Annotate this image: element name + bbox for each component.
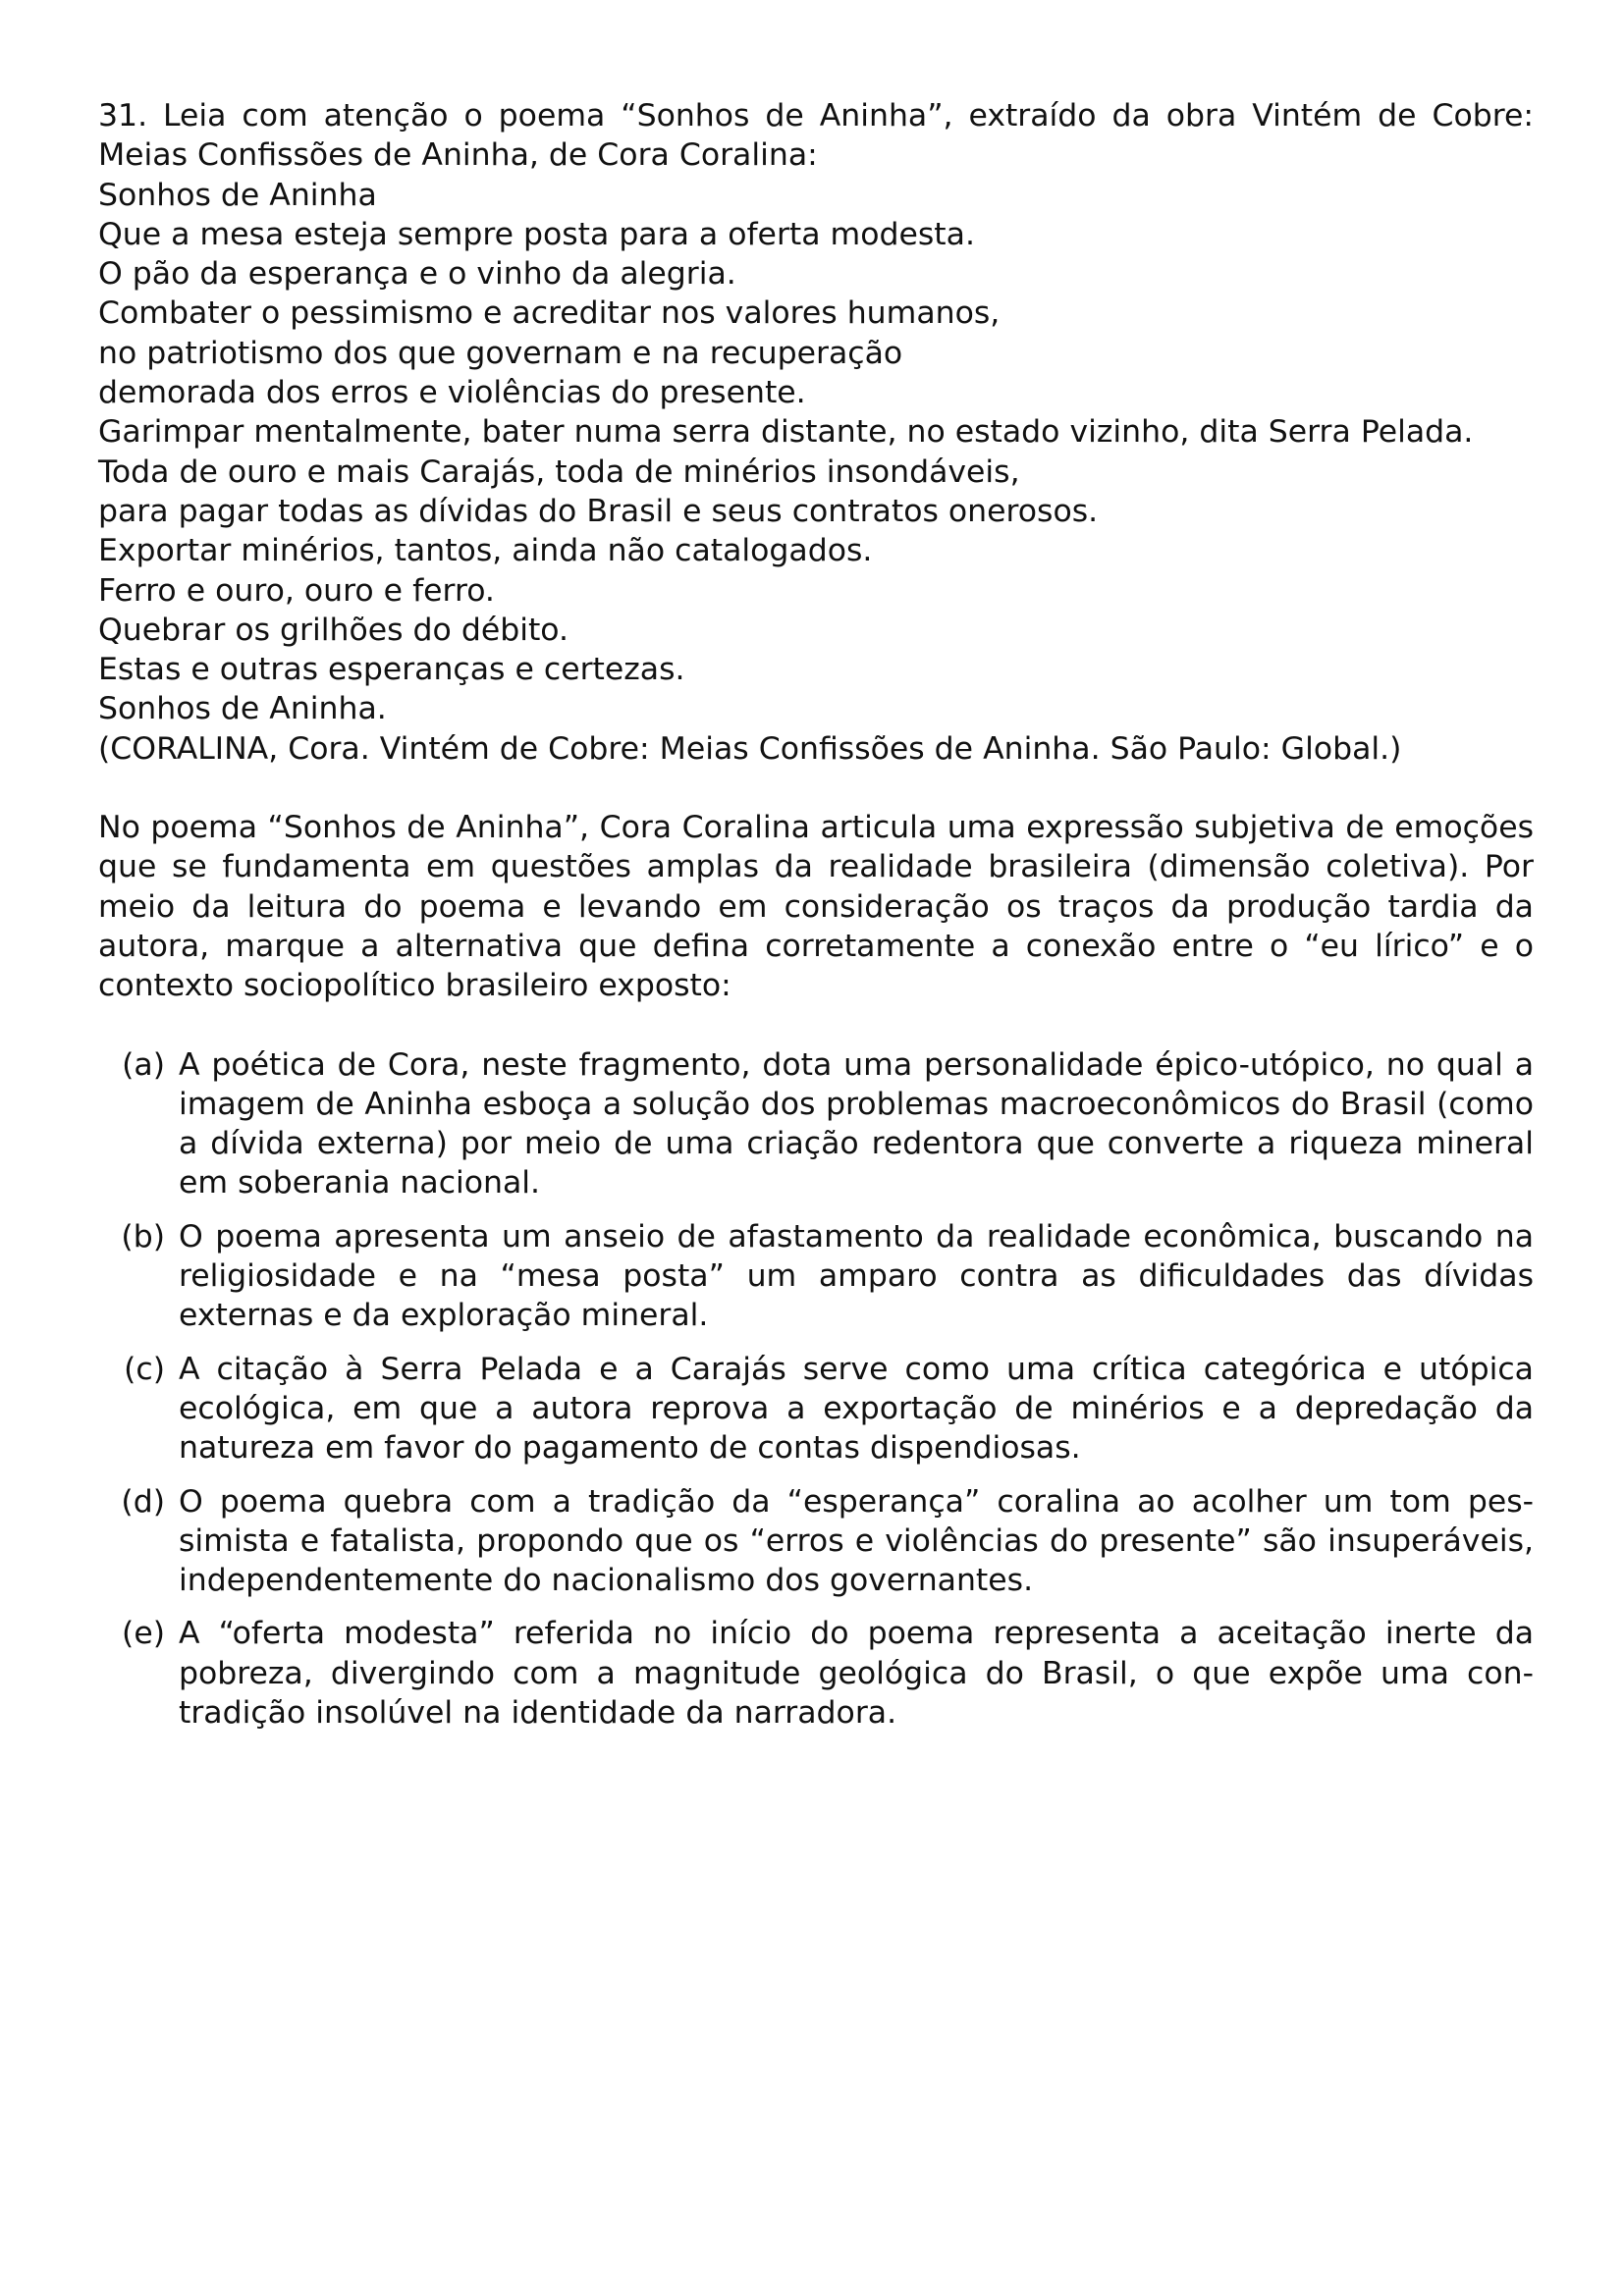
question-prompt: No poema “Sonhos de Aninha”, Cora Coralina articula uma expressão subjetiva de emoções que se fundamenta em questões amplas da realidade brasileira (dimensão coletiva). Por meio da leitura do poema e levando em consideração os traços da produção tardia da autora, marque a alternativa que defina corretamente a conexão entre o “eu lírico” e o contexto sociopolítico brasileiro exposto: <box>98 810 1534 1004</box>
option-b[interactable] <box>98 1217 1534 1336</box>
option-text: A poética de Cora, neste fragmento, dota uma personalidade épico-utópico, no qual a imagem de Aninha esboça a solução dos problemas macroeconômicos do Brasil (como a dívida externa) por meio de uma criação redentora que converte a riqueza mineral em soberania nacional. <box>179 1046 1534 1201</box>
option-label: (e) <box>122 1616 165 1652</box>
poem-line: demorada dos erros e violências do presente. <box>98 375 806 411</box>
poem-line: Toda de ouro e mais Carajás, toda de minérios insondáveis, <box>98 454 1020 490</box>
poem-line: Quebrar os grilhões do débito. <box>98 612 569 648</box>
poem-line: no patriotismo dos que governam e na recuperação <box>98 335 903 371</box>
question-intro-line-1: 31. Leia com atenção o poema “Sonhos de Aninha”, extraído da obra Vintém de Cobre: <box>98 98 1534 133</box>
poem-line: Exportar minérios, tantos, ainda não catalogados. <box>98 533 873 569</box>
option-text: A “oferta modesta” referida no início do poema representa a aceitação inerte da pobreza, divergindo com a magnitude geológica do Brasil, o que expõe uma contradição insolúvel na identidade da narradora. <box>179 1616 1534 1731</box>
answer-options <box>98 1045 1534 1734</box>
option-text: A citação à Serra Pelada e a Carajás serve como uma crítica categórica e utópica ecológica, em que a autora reprova a exportação de minérios e a depredação da natureza em favor do pagamento de contas dispendiosas. <box>179 1351 1534 1467</box>
poem-citation: (CORALINA, Cora. Vintém de Cobre: Meias Confissões de Aninha. São Paulo: Global.) <box>98 730 1402 767</box>
poem <box>98 176 1534 769</box>
option-label: (d) <box>121 1483 165 1520</box>
poem-line: Ferro e ouro, ouro e ferro. <box>98 572 495 609</box>
document-page <box>98 96 1534 1746</box>
option-text: O poema quebra com a tradição da “esperança” coralina ao acolher um tom pessimista e fatalista, propondo que os “erros e violências do presente” são insuperáveis, independentemente do nacionalismo dos governantes. <box>179 1483 1534 1599</box>
poem-line: Garimpar mentalmente, bater numa serra distante, no estado vizinho, dita Serra Pelada. <box>98 414 1474 451</box>
option-e[interactable] <box>98 1614 1534 1733</box>
option-text: O poema apresenta um anseio de afastamento da realidade econômica, buscando na religiosidade e na “mesa posta” um amparo contra as dificuldades das dívidas externas e da exploração mineral. <box>179 1218 1534 1334</box>
poem-line: Estas e outras esperanças e certezas. <box>98 652 685 688</box>
option-label: (a) <box>122 1046 165 1083</box>
option-label: (c) <box>124 1351 165 1387</box>
poem-title: Sonhos de Aninha <box>98 177 377 213</box>
question-intro-line-2: Meias Confissões de Aninha, de Cora Coralina: <box>98 137 818 174</box>
poem-line: Que a mesa esteja sempre posta para a oferta modesta. <box>98 216 975 252</box>
spacer <box>98 769 1534 808</box>
option-c[interactable] <box>98 1350 1534 1468</box>
option-label: (b) <box>121 1218 165 1255</box>
poem-line: para pagar todas as dívidas do Brasil e seus contratos onerosos. <box>98 493 1099 529</box>
poem-line: Combater o pessimismo e acreditar nos valores humanos, <box>98 295 1001 332</box>
option-a[interactable] <box>98 1045 1534 1203</box>
poem-line: Sonhos de Aninha. <box>98 691 387 727</box>
option-d[interactable] <box>98 1482 1534 1601</box>
poem-line: O pão da esperança e o vinho da alegria. <box>98 256 736 293</box>
